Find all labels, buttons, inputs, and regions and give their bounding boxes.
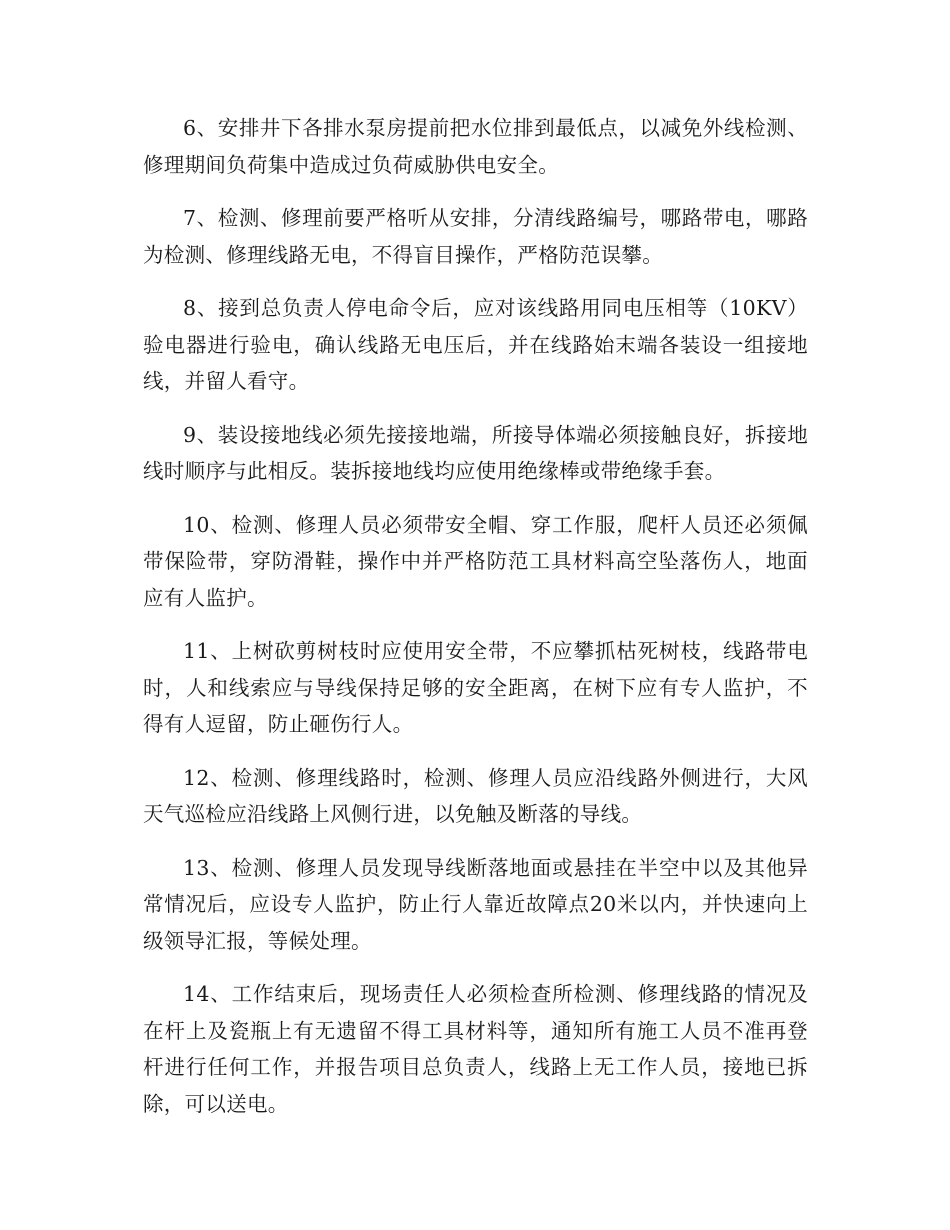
paragraph-item-6: 6、安排井下各排水泵房提前把水位排到最低点，以减免外线检测、修理期间负荷集中造成过负荷威胁供电安全。 — [143, 116, 808, 177]
document-body — [143, 110, 808, 1139]
paragraph-item-12: 12、检测、修理线路时，检测、修理人员应沿线路外侧进行，大风天气巡检应沿线路上风侧行进，以免触及断落的导线。 — [143, 765, 808, 826]
paragraph-item-11: 11、上树砍剪树枝时应使用安全带，不应攀抓枯死树枝，线路带电时，人和线索应与导线保持足够的安全距离，在树下应有专人监护，不得有人逗留，防止砸伤行人。 — [143, 639, 808, 736]
paragraph-item-13: 13、检测、修理人员发现导线断落地面或悬挂在半空中以及其他异常情况后，应设专人监护，防止行人靠近故障点20米以内，并快速向上级领导汇报，等候处理。 — [143, 855, 808, 953]
paragraph-item-9: 9、装设接地线必须先接接地端，所接导体端必须接触良好，拆接地线时顺序与此相反。装拆接地线均应使用绝缘棒或带绝缘手套。 — [143, 422, 808, 483]
paragraph-item-7: 7、检测、修理前要严格听从安排，分清线路编号，哪路带电，哪路为检测、修理线路无电，不得盲目操作，严格防范误攀。 — [143, 206, 808, 267]
paragraph-item-8: 8、接到总负责人停电命令后，应对该线路用同电压相等（10KV）验电器进行验电，确认线路无电压后，并在线路始末端各装设一组接地线，并留人看守。 — [143, 296, 808, 393]
paragraph-item-14: 14、工作结束后，现场责任人必须检查所检测、修理线路的情况及在杆上及瓷瓶上有无遗留不得工具材料等，通知所有施工人员不准再登杆进行任何工作，并报告项目总负责人，线路上无工作人员，接地已拆除，可以送电。 — [143, 982, 808, 1116]
paragraph-item-10: 10、检测、修理人员必须带安全帽、穿工作服，爬杆人员还必须佩带保险带，穿防滑鞋，操作中并严格防范工具材料高空坠落伤人，地面应有人监护。 — [143, 512, 808, 610]
